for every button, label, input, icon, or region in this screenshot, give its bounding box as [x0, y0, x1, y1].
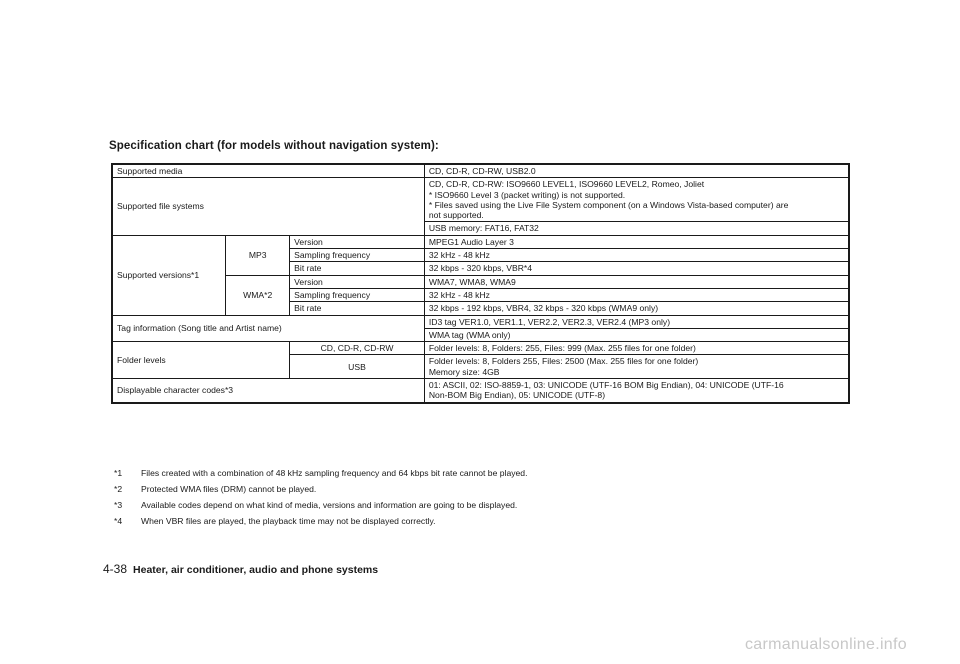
footnote	[114, 497, 527, 513]
footnote-mark: *2	[114, 484, 123, 494]
footnote	[114, 481, 527, 497]
mp3-sampling-value: 32 kHz - 48 kHz	[424, 249, 849, 262]
page-number: 4-38	[103, 562, 128, 576]
table-row	[112, 342, 849, 355]
folder-label: Folder levels	[112, 342, 290, 379]
wma-version-label: Version	[290, 275, 425, 288]
tag-label: Tag information (Song title and Artist name)	[112, 315, 424, 342]
folder-usb-label: USB	[290, 355, 425, 379]
mp3-bitrate-value: 32 kbps - 320 kbps, VBR*4	[424, 262, 849, 275]
fs-cd-value	[424, 178, 849, 222]
media-value: CD, CD-R, CD-RW, USB2.0	[424, 164, 849, 178]
fs-cd-line: CD, CD-R, CD-RW: ISO9660 LEVEL1, ISO9660 LEVEL2, Romeo, Joliet	[428, 179, 705, 190]
fs-usb-value: USB memory: FAT16, FAT32	[424, 222, 849, 235]
footnotes	[114, 465, 527, 529]
watermark: carmanualsonline.info	[745, 636, 907, 653]
folder-usb-value	[424, 355, 849, 379]
tag-wma-value: WMA tag (WMA only)	[424, 328, 849, 341]
folder-cd-value: Folder levels: 8, Folders: 255, Files: 999 (Max. 255 files for one folder)	[424, 342, 849, 355]
tag-id3-value: ID3 tag VER1.0, VER1.1, VER2.2, VER2.3, VER2.4 (MP3 only)	[424, 315, 849, 328]
table-row	[112, 178, 849, 222]
folder-usb-line: Folder levels: 8, Folders 255, Files: 2500 (Max. 255 files for one folder)	[428, 356, 699, 367]
mp3-label: MP3	[226, 235, 290, 275]
table-row	[112, 235, 849, 248]
footnote-mark: *1	[114, 468, 123, 478]
mp3-sampling-label: Sampling frequency	[290, 249, 425, 262]
folder-cd-label: CD, CD-R, CD-RW	[290, 342, 425, 355]
table-row	[112, 164, 849, 178]
table-row	[112, 315, 849, 328]
charset-line: Non-BOM Big Endian), 05: UNICODE (UTF-8)	[428, 390, 606, 401]
footnote-text: Protected WMA files (DRM) cannot be played.	[141, 484, 317, 494]
wma-bitrate-label: Bit rate	[290, 302, 425, 315]
footnote-text: Available codes depend on what kind of media, versions and information are going to be displayed.	[141, 500, 518, 510]
media-label: Supported media	[112, 164, 424, 178]
wma-bitrate-value: 32 kbps - 192 kbps, VBR4, 32 kbps - 320 kbps (WMA9 only)	[424, 302, 849, 315]
mp3-bitrate-label: Bit rate	[290, 262, 425, 275]
fs-cd-line: * Files saved using the Live File System component (on a Windows Vista-based computer) are	[428, 199, 789, 210]
footnote	[114, 465, 527, 481]
footnote-mark: *4	[114, 516, 123, 526]
charset-label: Displayable character codes*3	[112, 379, 424, 403]
fs-cd-line: not supported.	[428, 210, 484, 221]
fs-cd-line: * ISO9660 Level 3 (packet writing) is not supported.	[428, 189, 626, 200]
versions-label: Supported versions*1	[112, 235, 226, 315]
charset-line: 01: ASCII, 02: ISO-8859-1, 03: UNICODE (UTF-16 BOM Big Endian), 04: UNICODE (UTF-16	[428, 380, 784, 391]
footnote-text: Files created with a combination of 48 kHz sampling frequency and 64 kbps bit rate cannot be played.	[141, 468, 528, 478]
spec-heading: Specification chart (for models without navigation system):	[109, 140, 439, 152]
footnote-text: When VBR files are played, the playback time may not be displayed correctly.	[141, 516, 436, 526]
footnote	[114, 513, 527, 529]
wma-sampling-label: Sampling frequency	[290, 288, 425, 301]
folder-usb-line: Memory size: 4GB	[428, 366, 500, 377]
page-footer	[103, 562, 378, 576]
wma-sampling-value: 32 kHz - 48 kHz	[424, 288, 849, 301]
section-title: Heater, air conditioner, audio and phone systems	[133, 564, 379, 576]
footnote-mark: *3	[114, 500, 123, 510]
charset-value	[424, 379, 849, 403]
spec-table	[111, 163, 850, 404]
wma-version-value: WMA7, WMA8, WMA9	[424, 275, 849, 288]
mp3-version-label: Version	[290, 235, 425, 248]
mp3-version-value: MPEG1 Audio Layer 3	[424, 235, 849, 248]
fs-label: Supported file systems	[112, 178, 424, 235]
table-row	[112, 379, 849, 403]
wma-label: WMA*2	[226, 275, 290, 315]
